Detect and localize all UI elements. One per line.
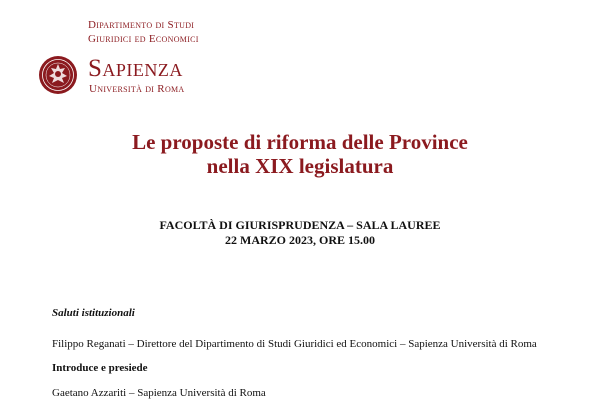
program-speaker-introduction: Gaetano Azzariti – Sapienza Università di Roma: [52, 387, 266, 399]
event-title-line-1: Le proposte di riforma delle Province: [132, 130, 468, 154]
sapienza-seal-icon: [38, 55, 78, 95]
university-subtitle: Università di Roma: [89, 83, 185, 95]
event-datetime: 22 MARZO 2023, ORE 15.00: [225, 233, 375, 247]
program-heading-introduction: Introduce e presiede: [52, 362, 148, 374]
university-name: Sapienza: [88, 55, 183, 82]
event-venue: FACOLTÀ DI GIURISPRUDENZA – SALA LAUREE: [159, 218, 441, 232]
program-speaker-greetings: Filippo Reganati – Direttore del Dipartimento di Studi Giuridici ed Economici – Sapienza Università di Roma: [52, 338, 537, 350]
department-name: [88, 18, 199, 46]
department-line-1: Dipartimento di Studi: [88, 19, 195, 31]
department-line-2: Giuridici ed Economici: [88, 33, 199, 45]
program-heading-greetings: Saluti istituzionali: [52, 307, 135, 319]
event-details: [0, 218, 600, 248]
event-title: [0, 130, 600, 178]
event-title-line-2: nella XIX legislatura: [206, 154, 394, 178]
